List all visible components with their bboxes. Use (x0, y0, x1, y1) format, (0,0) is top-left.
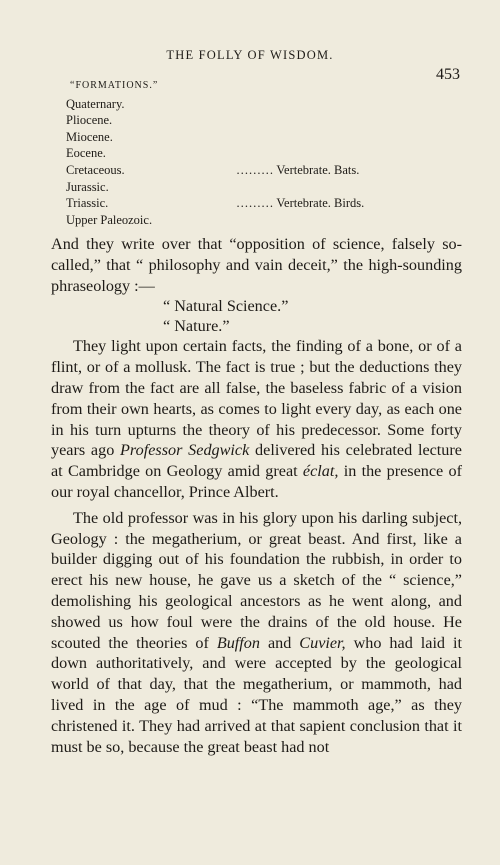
text-run: and (259, 633, 300, 652)
formation-row (66, 97, 466, 114)
formation-name: Pliocene. (66, 113, 113, 128)
formation-name: Quaternary. (66, 96, 125, 111)
emphasis-eclat: éclat, (302, 462, 339, 481)
emphasis-sedgwick: Professor Sedgwick (120, 441, 250, 460)
paragraph-facts (51, 336, 462, 502)
running-title: THE FOLLY OF WISDOM. (166, 48, 334, 62)
paragraph-opposition: And they write over that “opposition of science, falsely so-called,” that “ philosophy and vain deceit,” the high-sounding phraseology :— (51, 235, 462, 295)
text-run: delivered his celebrated lecture at Cambridge on Geology amid great (51, 441, 462, 481)
formation-row (66, 130, 466, 147)
formation-name: Miocene. (66, 129, 113, 144)
formations-table (66, 80, 466, 229)
formation-row (66, 180, 466, 197)
quote-nature: “ Nature.” (163, 317, 230, 336)
text-run: who had laid it down authoritatively, and were accepted by the geological world of that day, that the megatherium, or mammoth, had lived in the age of mud : “The mammoth age,” as they christened it. They had arrived at that sapient conclusion that it must be so, because the great beast had not (51, 633, 462, 756)
formation-name: Eocene. (66, 146, 106, 161)
formation-name: Triassic. (66, 196, 109, 211)
formation-row (66, 146, 466, 163)
formation-note: ……… Vertebrate. Birds. (236, 196, 365, 211)
formation-name: Cretaceous. (66, 162, 125, 177)
page-number: 453 (436, 66, 460, 83)
body-text (51, 234, 462, 757)
emphasis-cuvier: Cuvier, (299, 633, 346, 652)
emphasis-buffon: Buffon (216, 633, 260, 652)
text-run: in the presence of our royal chancellor, Prince Albert. (51, 462, 463, 501)
formation-row (66, 213, 466, 230)
formation-row (66, 113, 466, 130)
quote-natural-science: “ Natural Science.” (163, 297, 289, 316)
text-run: They light upon certain facts, the finding of a bone, or of a flint, or of a mollusk. The fact is true ; but the deductions they draw from the fact are all false, the baseless fabric of a vision from their own hearts, as comes to light every day, as each one in his turn upturns the theory of his predecessor. Some forty years ago (51, 337, 462, 460)
formation-row (66, 163, 466, 180)
formations-header-label: “FORMATIONS.” (70, 80, 159, 91)
formation-note: ……… Vertebrate. Bats. (236, 162, 360, 177)
formations-header (70, 80, 466, 97)
paragraph-old-professor (51, 508, 462, 758)
formation-name: Upper Paleozoic. (66, 212, 153, 227)
formation-row (66, 196, 466, 213)
formation-name: Jurassic. (66, 179, 109, 194)
text-run: The old professor was in his glory upon his darling subject, Geology : the megatherium, or great beast. And first, like a builder digging out of his foundation the rubbish, in order to erect his new house, he gave us a sketch of the “ science,” demolishing his geological ancestors as he went along, and showed us how foul were the drains of the old house. He scouted the theories of (51, 508, 462, 652)
